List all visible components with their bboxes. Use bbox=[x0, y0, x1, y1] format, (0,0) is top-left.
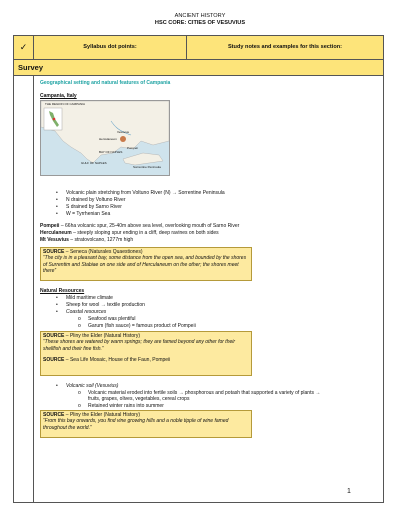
vesuvius-line: Mt Vesuvius – stratovolcano, 1277m high bbox=[40, 237, 134, 243]
section-title: Survey bbox=[18, 63, 44, 72]
map-label-gulf: GULF OF NAPLES bbox=[81, 161, 107, 165]
notes-table bbox=[13, 35, 384, 503]
source-box-pliny-wine bbox=[40, 410, 252, 438]
topic-title: HSC CORE: CITIES OF VESUVIUS bbox=[154, 20, 246, 26]
bullet-south: S drained by Sarno River bbox=[66, 204, 122, 210]
notes-content: Geographical setting and natural features of Campania Campania, Italy THE REGION OF CAMPANIA Vesuvius Herculaneum Pompeii GULF OF NAPLES BAY OF NAPLES Sorrentine Peninsula • Volcanic plain stretching from Voltuno River (N) → Sorrentine Peninsula • N drained by Voltuno River • S drained by Sarno River • W = Tyrrhenian Sea Pompeii – 66ha volcanic spur, 25-40m above sea level, overlooking mouth of Sarno River Herculaneum – steeply sloping spur ending in a cliff, deep ravines on both sides Mt Vesuvius – stratovolcano, 1277m high SOURCE – Seneca (Naturales Quaestiones) “The city is in a pleasant bay, some distance from the open sea, and bounded by the shores of Surrentim and Stabiae on one side and of Herculaneum on the other; the shores meet there” Natural Resources • Mild maritime climate • Sheep for wool → textile production • Coastal resources o Seafood was plentiful o Garum (fish sauce) = famous product of Pompeii SOURCE – Pliny the Elder (Natural History) “These shores are watered by warm springs; they are famed beyond any other for their shellfish and their fine fish.” SOURCE – Sea Life Mosaic, House of the Faun, Pompeii • Volcanic soil (Vesuvius) o Volcanic material eroded into fertile soils → phosphorous and potash that supported a variety of plants → fruits, grapes, olives, vegetables, cereal crops o Retained winter rains into summer SOURCE – Pliny the Elder (Natural History) “From this bay onwards, you find vine growing hills and a noble tipple of wine famed throughout the world.” bbox=[34, 76, 383, 502]
syllabus-column-header: Syllabus dot points: bbox=[34, 36, 187, 59]
sub-crops: fruits, grapes, olives, vegetables, cereal crops bbox=[88, 396, 190, 402]
natural-resources-heading: Natural Resources bbox=[40, 288, 85, 294]
checkbox-column bbox=[14, 76, 34, 502]
map-label-pompeii: Pompeii bbox=[127, 146, 138, 150]
section-heading: Geographical setting and natural features of Campania bbox=[40, 80, 171, 86]
bullet-north: N drained by Voltuno River bbox=[66, 197, 126, 203]
source-seneca-title: SOURCE – Seneca (Naturales Quaestiones) bbox=[43, 249, 143, 255]
bullet-volcanic-soil: Volcanic soil (Vesuvius) bbox=[66, 383, 119, 389]
bullet-volcanic-plain: Volcanic plain stretching from Voltuno River (N) → Sorrentine Peninsula bbox=[66, 190, 225, 196]
table-header-row bbox=[14, 36, 383, 60]
source-mosaic-line: SOURCE – Sea Life Mosaic, House of the Faun, Pompeii bbox=[43, 356, 171, 363]
map-label-bay: BAY OF NAPLES bbox=[99, 150, 123, 154]
check-icon: ✓ bbox=[14, 36, 34, 59]
pompeii-line: Pompeii – 66ha volcanic spur, 25-40m above sea level, overlooking mouth of Sarno River bbox=[40, 223, 240, 229]
map-label-sorrentine: Sorrentine Peninsula bbox=[133, 165, 161, 169]
campania-map bbox=[40, 100, 170, 176]
notes-column-header: Study notes and examples for this section: bbox=[227, 44, 343, 50]
subject-title: ANCIENT HISTORY bbox=[174, 13, 226, 19]
map-title: THE REGION OF CAMPANIA bbox=[45, 102, 85, 106]
subheading-campania: Campania, Italy bbox=[40, 93, 77, 99]
bullet-sheep: Sheep for wool → textile production bbox=[66, 302, 145, 308]
document-header bbox=[0, 13, 400, 27]
page-number: 1 bbox=[347, 488, 351, 495]
map-label-herculaneum: Herculaneum bbox=[99, 137, 117, 141]
sub-garum: Garum (fish sauce) = famous product of Pompeii bbox=[88, 323, 196, 329]
source-pliny-quote: “These shores are watered by warm springs; they are famed beyond any other for their shellfish and their fine fish.” bbox=[43, 339, 236, 352]
bullet-west: W = Tyrrhenian Sea bbox=[66, 211, 111, 217]
source-pliny-wine-title: SOURCE – Pliny the Elder (Natural History) bbox=[43, 412, 140, 418]
sub-winter-rains: Retained winter rains into summer bbox=[88, 403, 164, 409]
bullet-coastal: Coastal resources bbox=[66, 309, 107, 315]
sub-eroded-soils: Volcanic material eroded into fertile soils → phosphorous and potash that supported a variety of plants → bbox=[88, 390, 321, 396]
sub-seafood: Seafood was plentiful bbox=[88, 316, 136, 322]
section-row bbox=[14, 60, 383, 76]
source-seneca-quote: “The city is in a pleasant bay, some distance from the open sea, and bounded by the shores of Surrentim and Stabiae on one side and of Herculaneum on the other; the shores meet there” bbox=[43, 255, 247, 274]
source-pliny-title: SOURCE – Pliny the Elder (Natural History) bbox=[43, 333, 140, 339]
map-label-vesuvius: Vesuvius bbox=[117, 130, 130, 134]
source-pliny-wine-quote: “From this bay onwards, you find vine growing hills and a noble tipple of wine famed throughout the world.” bbox=[43, 418, 229, 431]
bullet-climate: Mild maritime climate bbox=[66, 295, 113, 301]
herculaneum-line: Herculaneum – steeply sloping spur ending in a cliff, deep ravines on both sides bbox=[40, 230, 219, 236]
source-box-seneca bbox=[40, 247, 252, 281]
source-box-pliny-shores bbox=[40, 331, 252, 376]
